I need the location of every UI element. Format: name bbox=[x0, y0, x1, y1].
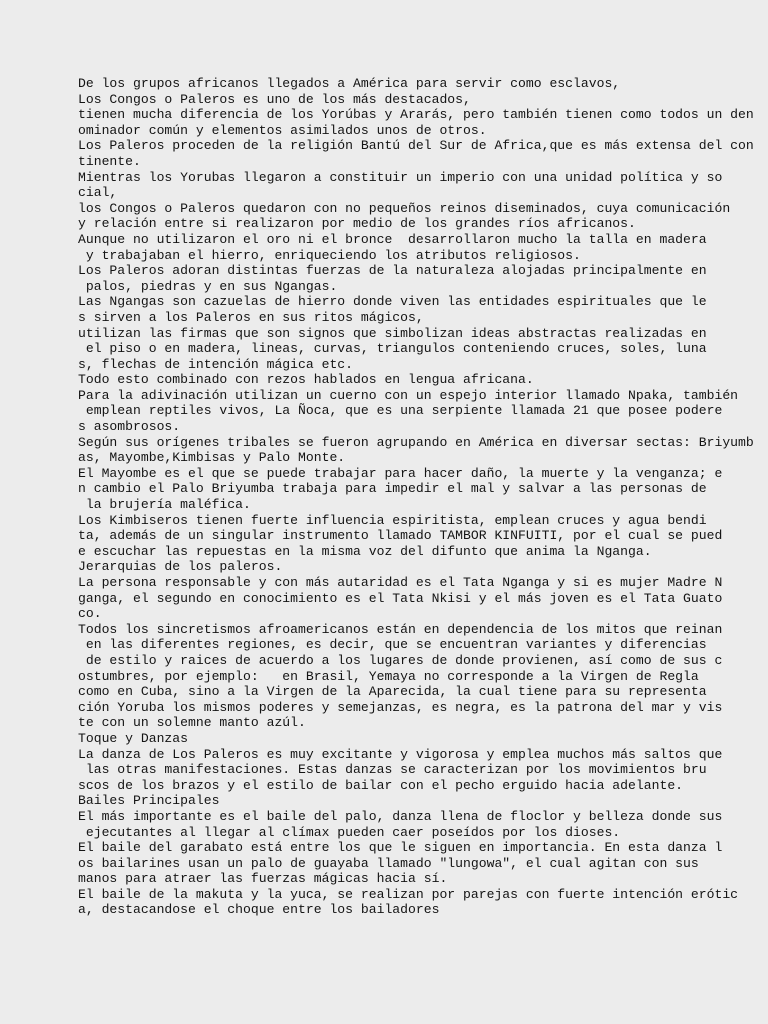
text-line: como en Cuba, sino a la Virgen de la Aparecida, la cual tiene para su representa bbox=[78, 684, 707, 700]
text-line: el piso o en madera, lineas, curvas, triangulos conteniendo cruces, soles, luna bbox=[78, 341, 707, 357]
text-line: Todo esto combinado con rezos hablados en lengua africana. bbox=[78, 372, 534, 388]
text-line: ostumbres, por ejemplo: en Brasil, Yemaya no corresponde a la Virgen de Regla bbox=[78, 668, 699, 684]
text-line: s asombrosos. bbox=[78, 419, 181, 435]
text-line: El baile de la makuta y la yuca, se realizan por parejas con fuerte intención erótic bbox=[78, 886, 739, 902]
text-line: La danza de Los Paleros es muy excitante y vigorosa y emplea muchos más saltos que bbox=[78, 746, 723, 762]
text-line: ominador común y elementos asimilados unos de otros. bbox=[78, 122, 487, 138]
text-line: ción Yoruba los mismos poderes y semejanzas, es negra, es la patrona del mar y vis bbox=[78, 699, 723, 715]
text-line: y trabajaban el hierro, enriqueciendo los atributos religiosos. bbox=[78, 247, 581, 263]
text-line: cial, bbox=[78, 185, 118, 201]
text-line: ejecutantes al llegar al clímax pueden caer poseídos por los dioses. bbox=[78, 824, 621, 840]
text-line: manos para atraer las fuerzas mágicas hacia sí. bbox=[78, 871, 448, 887]
text-line: los Congos o Paleros quedaron con no pequeños reinos diseminados, cuya comunicación bbox=[78, 200, 731, 216]
text-line: El más importante es el baile del palo, danza llena de floclor y belleza donde sus bbox=[78, 808, 723, 824]
text-line: Aunque no utilizaron el oro ni el bronce desarrollaron mucho la talla en madera bbox=[78, 231, 707, 247]
text-line: Los Kimbiseros tienen fuerte influencia espiritista, emplean cruces y agua bendi bbox=[78, 512, 707, 528]
text-line: Para la adivinación utilizan un cuerno con un espejo interior llamado Npaka, también bbox=[78, 387, 739, 403]
text-line: palos, piedras y en sus Ngangas. bbox=[78, 278, 338, 294]
text-line: El baile del garabato está entre los que le siguen en importancia. En esta danza l bbox=[78, 840, 723, 856]
text-line: co. bbox=[78, 606, 102, 622]
text-line: Los Paleros adoran distintas fuerzas de la naturaleza alojadas principalmente en bbox=[78, 263, 707, 279]
text-line: utilizan las firmas que son signos que simbolizan ideas abstractas realizadas en bbox=[78, 325, 707, 341]
text-line: en las diferentes regiones, es decir, que se encuentran variantes y diferencias bbox=[78, 637, 707, 653]
text-line: Toque y Danzas bbox=[78, 730, 189, 746]
text-line: y relación entre si realizaron por medio de los grandes ríos africanos. bbox=[78, 216, 636, 232]
text-line: emplean reptiles vivos, La Ñoca, que es una serpiente llamada 21 que posee podere bbox=[78, 403, 723, 419]
text-line: as, Mayombe,Kimbisas y Palo Monte. bbox=[78, 450, 346, 466]
text-line: n cambio el Palo Briyumba trabaja para impedir el mal y salvar a las personas de bbox=[78, 481, 707, 497]
text-line: os bailarines usan un palo de guayaba llamado "lungowa", el cual agitan con sus bbox=[78, 855, 699, 871]
text-line: a, destacandose el choque entre los bailadores bbox=[78, 902, 440, 918]
text-line: de estilo y raices de acuerdo a los lugares de donde provienen, así como de sus c bbox=[78, 652, 723, 668]
text-line: De los grupos africanos llegados a América para servir como esclavos, bbox=[78, 76, 621, 91]
text-line: Bailes Principales bbox=[78, 793, 220, 809]
text-line: Todos los sincretismos afroamericanos están en dependencia de los mitos que reinan bbox=[78, 621, 723, 637]
text-line: scos de los brazos y el estilo de bailar con el pecho erguido hacia adelante. bbox=[78, 777, 684, 793]
text-line: ta, además de un singular instrumento llamado TAMBOR KINFUITI, por el cual se pued bbox=[78, 528, 723, 544]
text-line: El Mayombe es el que se puede trabajar para hacer daño, la muerte y la venganza; e bbox=[78, 465, 723, 481]
document-body bbox=[78, 76, 758, 918]
text-line: e escuchar las repuestas en la misma voz del difunto que anima la Nganga. bbox=[78, 543, 652, 559]
text-line: s sirven a los Paleros en sus ritos mágicos, bbox=[78, 309, 424, 325]
text-line: la brujería maléfica. bbox=[78, 497, 251, 513]
text-line: Los Paleros proceden de la religión Bantú del Sur de Africa,que es más extensa del con bbox=[78, 138, 754, 154]
text-line: Mientras los Yorubas llegaron a constituir un imperio con una unidad política y so bbox=[78, 169, 723, 185]
text-line: Los Congos o Paleros es uno de los más destacados, bbox=[78, 91, 471, 107]
text-line: tinente. bbox=[78, 153, 141, 169]
text-line: Jerarquias de los paleros. bbox=[78, 559, 283, 575]
text-line: Según sus orígenes tribales se fueron agrupando en América en diversar sectas: Briyumb bbox=[78, 434, 754, 450]
text-line: tienen mucha diferencia de los Yorúbas y Ararás, pero también tienen como todos un den bbox=[78, 107, 754, 123]
text-line: s, flechas de intención mágica etc. bbox=[78, 356, 354, 372]
text-line: Las Ngangas son cazuelas de hierro donde viven las entidades espirituales que le bbox=[78, 294, 707, 310]
text-line: las otras manifestaciones. Estas danzas se caracterizan por los movimientos bru bbox=[78, 762, 707, 778]
text-line: ganga, el segundo en conocimiento es el Tata Nkisi y el más joven es el Tata Guato bbox=[78, 590, 723, 606]
text-line: te con un solemne manto azúl. bbox=[78, 715, 306, 731]
text-line: La persona responsable y con más autaridad es el Tata Nganga y si es mujer Madre N bbox=[78, 575, 723, 590]
